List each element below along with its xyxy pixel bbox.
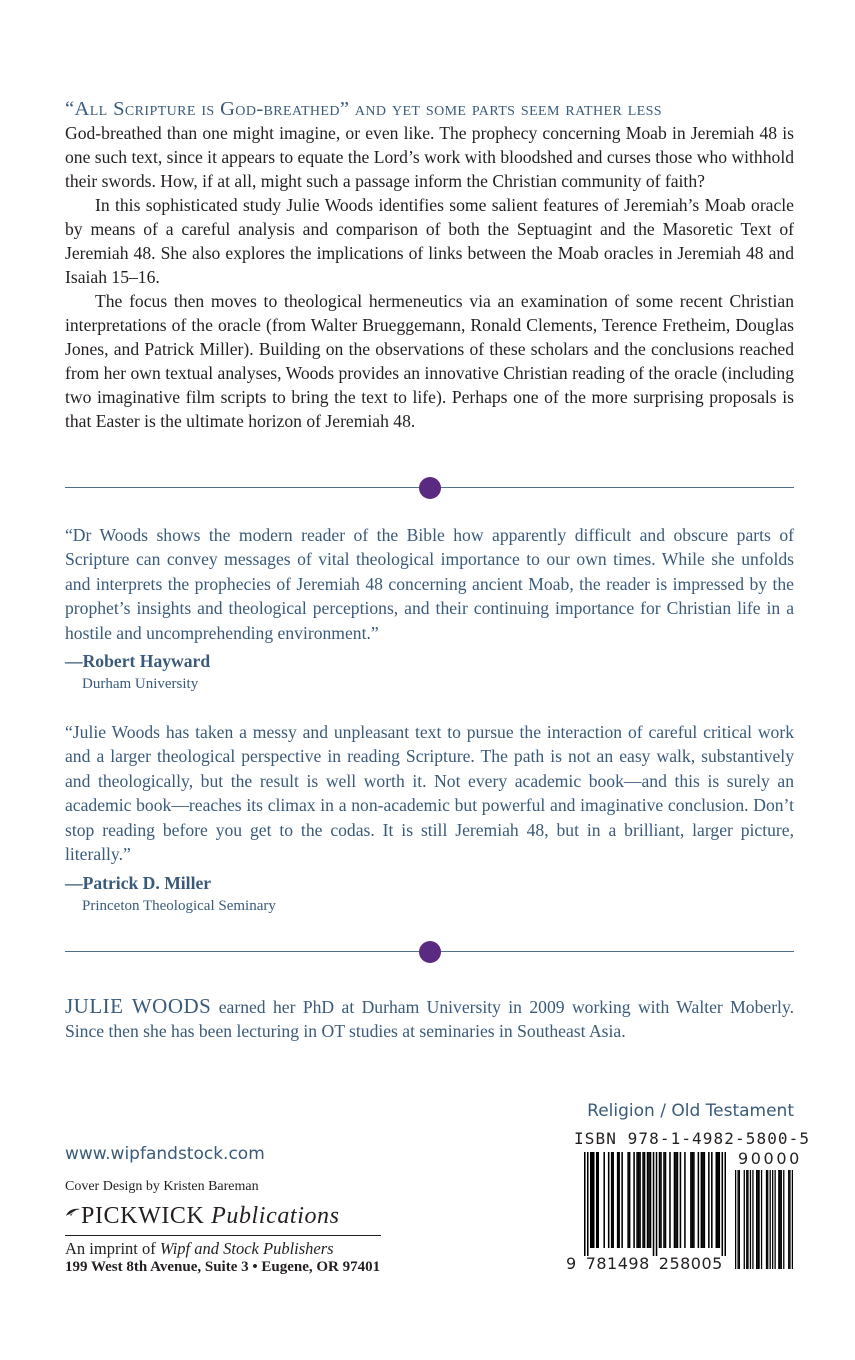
ornament-dot-icon — [419, 941, 441, 963]
imprint-prefix: An imprint of — [65, 1239, 160, 1258]
barcode-bar — [677, 1152, 679, 1248]
addon-bar — [744, 1170, 745, 1269]
addon-bar — [750, 1170, 751, 1269]
addon-bar — [757, 1170, 758, 1269]
endorsement-1-quote: “Dr Woods shows the modern reader of the Bible how apparently difficult and obscure parts of Scripture can convey messages of vital theological importance to our own times. While she unfolds and interprets the prophecies of Jeremiah 48 concerning ancient Moab, the reader is impressed by the prophet’s insights and theological perceptions, and their continuing importance for Christian life in a hostile and uncomprehending environment.” — [65, 525, 794, 643]
addon-bar — [758, 1170, 759, 1269]
barcode-bar — [669, 1152, 671, 1248]
publisher-website: www.wipfandstock.com — [65, 1144, 265, 1164]
barcode-bar — [593, 1152, 595, 1248]
barcode-bar — [663, 1152, 665, 1248]
addon-bar — [788, 1170, 789, 1269]
category-label: Religion / Old Testament — [587, 1101, 794, 1121]
barcode-bar — [590, 1152, 592, 1248]
ean-barcode — [584, 1152, 726, 1256]
addon-bar — [735, 1170, 736, 1269]
endorsement-2-institution: Princeton Theological Seminary — [82, 898, 276, 914]
barcode-bar — [648, 1152, 650, 1248]
barcode-bar — [638, 1152, 640, 1248]
barcode-bar — [684, 1152, 686, 1248]
addon-bar — [752, 1170, 753, 1269]
barcode-right-digits: 258005 — [658, 1254, 723, 1273]
publisher-name-italic: Publications — [211, 1203, 340, 1229]
endorsement-2-quote: “Julie Woods has taken a messy and unpleasant text to pursue the interaction of careful critical work and a larger theological perspective in reading Scripture. The path is not an easy walk, substantively and theologically, but the result is well worth it. Not every academic book—and this is surely an academic book—reaches its climax in a non-academic but powerful and imaginative conclusion. Don’t stop reading before you get to the codas. It is still Jeremiah 48, but in a brilliant, larger picture, literally.” — [65, 722, 794, 865]
barcode-bar — [656, 1152, 658, 1256]
author-bio — [65, 994, 794, 1043]
barcode-bar — [650, 1152, 652, 1248]
addon-bar — [739, 1170, 740, 1269]
barcode-bar — [711, 1152, 713, 1248]
barcode-bar — [722, 1152, 724, 1256]
barcode-bar — [647, 1152, 649, 1248]
barcode-bar — [612, 1152, 614, 1248]
barcode-bar — [642, 1152, 644, 1248]
addon-bar — [767, 1170, 768, 1269]
barcode-bar — [717, 1152, 719, 1248]
lead-quote: “All Scripture is God-breathed” and yet some parts seem rather less — [65, 98, 662, 120]
author-name: JULIE WOODS — [65, 994, 212, 1018]
addon-bar — [756, 1170, 757, 1269]
endorsement-2 — [65, 720, 794, 866]
barcode-bar — [611, 1152, 613, 1248]
ornament-divider-top — [65, 477, 794, 499]
barcode-bar — [587, 1152, 589, 1256]
barcode-bar — [597, 1152, 599, 1248]
barcode-bar — [701, 1152, 703, 1248]
barcode-bar — [617, 1152, 619, 1248]
addon-bar — [778, 1170, 779, 1269]
barcode-bar — [644, 1152, 646, 1248]
quill-icon — [65, 1207, 81, 1219]
addon-barcode — [735, 1170, 793, 1269]
barcode-bar — [596, 1152, 598, 1248]
barcode-bar — [665, 1152, 667, 1248]
addon-bar — [747, 1170, 748, 1269]
barcode-bar — [608, 1152, 610, 1248]
description-paragraph-1 — [65, 97, 794, 193]
description — [65, 97, 794, 433]
barcode-bar — [693, 1152, 695, 1248]
addon-bar — [789, 1170, 790, 1269]
addon-bar — [772, 1170, 773, 1269]
addon-bar — [770, 1170, 771, 1269]
barcode-bar — [716, 1152, 718, 1248]
barcode-bar — [692, 1152, 694, 1248]
addon-bar — [761, 1170, 762, 1269]
barcode-bar — [639, 1152, 641, 1248]
barcode-bar — [674, 1152, 676, 1248]
barcode-bar — [719, 1152, 721, 1248]
barcode-bar — [584, 1152, 586, 1256]
addon-bar — [774, 1170, 775, 1269]
addon-bar — [746, 1170, 747, 1269]
barcode-first-digit: 9 — [566, 1254, 577, 1273]
cover-credit: Cover Design by Kristen Bareman — [65, 1179, 259, 1194]
endorsement-2-name: —Patrick D. Miller — [65, 873, 212, 893]
ornament-dot-icon — [419, 477, 441, 499]
endorsement-1-name: —Robert Hayward — [65, 651, 211, 671]
barcode-bar — [653, 1152, 655, 1256]
author-bio-text: earned her PhD at Durham University in 2009 working with Walter Moberly. Since then she has been lecturing in OT studies at seminaries in Southeast Asia. — [65, 997, 794, 1041]
barcode-bar — [659, 1152, 661, 1248]
endorsement-1 — [65, 523, 794, 645]
barcode-bar — [704, 1152, 706, 1248]
barcode-bar — [627, 1152, 629, 1248]
publisher-name-main: PICKWICK — [81, 1203, 205, 1229]
barcode-bar — [618, 1152, 620, 1248]
barcode-bar — [698, 1152, 700, 1248]
barcode-bar — [690, 1152, 692, 1248]
imprint-publisher: Wipf and Stock Publishers — [159, 1239, 334, 1258]
publisher-address: 199 West 8th Avenue, Suite 3 • Eugene, OR 97401 — [65, 1259, 381, 1275]
addon-bar — [781, 1170, 782, 1269]
addon-bar — [783, 1170, 784, 1269]
barcode-bar — [603, 1152, 605, 1248]
addon-bar — [737, 1170, 738, 1269]
addon-bar — [779, 1170, 780, 1269]
barcode-left-digits: 781498 — [585, 1254, 650, 1273]
publisher-name — [81, 1203, 340, 1230]
barcode-bar — [708, 1152, 710, 1248]
barcode-bar — [702, 1152, 704, 1248]
description-paragraph-3: The focus then moves to theological hermeneutics via an examination of some recent Christian interpretations of the oracle (from Walter Brueggemann, Ronald Clements, Terence Fretheim, Douglas Jones, and Patrick Miller). Building on the observations of these scholars and the conclusions reached from her own textual analyses, Woods provides an innovative Christian reading of the oracle (including two imaginative film scripts to bring the text to life). Perhaps one of the more surprising proposals is that Easter is the ultimate horizon of Jeremiah 48. — [65, 291, 794, 431]
barcode-bar — [591, 1152, 593, 1248]
addon-bar — [766, 1170, 767, 1269]
addon-bar — [792, 1170, 793, 1269]
imprint-line — [65, 1239, 334, 1259]
description-paragraph-2: In this sophisticated study Julie Woods identifies some salient features of Jeremiah’s Moab oracle by means of a careful analysis and comparison of both the Septuagint and the Masoretic Text of Jeremiah 48. She also explores the implications of links between the Moab oracles in Jeremiah 48 and Isaiah 15–16. — [65, 195, 794, 287]
barcode-bar — [725, 1152, 726, 1256]
barcode-bar — [675, 1152, 677, 1248]
barcode-bar — [629, 1152, 631, 1248]
ornament-divider-bottom — [65, 941, 794, 963]
publisher-logo — [65, 1203, 381, 1236]
barcode-bar — [633, 1152, 635, 1248]
endorsement-1-institution: Durham University — [82, 676, 199, 692]
barcode-bar — [660, 1152, 662, 1248]
barcode-bar — [636, 1152, 638, 1248]
description-paragraph-1-rest: God-breathed than one might imagine, or even like. The prophecy concerning Moab in Jeremiah 48 is one such text, since it appears to equate the Lord’s work with bloodshed and curses those who withhold their swords. How, if at all, might such a passage inform the Christian community of faith? — [65, 123, 795, 191]
isbn-text: ISBN 978-1-4982-5800-5 — [574, 1129, 811, 1148]
barcode-bar — [680, 1152, 682, 1248]
barcode-number — [566, 1254, 732, 1273]
barcode-addon-digits: 90000 — [738, 1149, 802, 1168]
barcode-bar — [621, 1152, 623, 1248]
